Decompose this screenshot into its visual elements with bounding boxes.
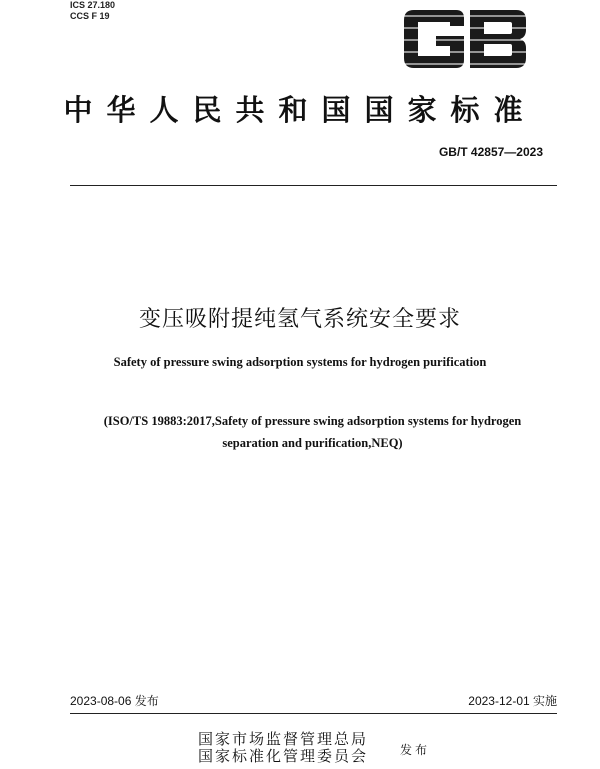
- chinese-title: 变压吸附提纯氢气系统安全要求: [138, 307, 461, 332]
- issuer-sac: 国家标准化管理委员会: [198, 747, 369, 765]
- ics-code: ICS 27.180: [70, 0, 116, 10]
- footer-divider: [70, 713, 557, 714]
- ccs-code: CCS F 19: [70, 11, 110, 21]
- gb-logo: [398, 6, 532, 72]
- national-standard-heading: 中华人民共和国国家标准: [63, 93, 537, 127]
- reference-line-2: separation and purification,NEQ): [222, 436, 403, 450]
- implementation-date: 2023-12-01 实施: [468, 694, 557, 708]
- standard-number: GB/T 42857—2023: [438, 145, 543, 159]
- issuer-samr: 国家市场监督管理总局: [198, 730, 369, 748]
- english-title: Safety of pressure swing adsorption systems for hydrogen purification: [113, 355, 487, 369]
- reference-standard: [40, 410, 585, 454]
- issue-date: 2023-08-06 发布: [70, 694, 159, 708]
- header-divider: [70, 185, 557, 186]
- classification-codes: [70, 0, 115, 22]
- reference-line-1: (ISO/TS 19883:2017,Safety of pressure swing adsorption systems for hydrogen: [103, 414, 522, 428]
- publish-label: 发布: [400, 743, 431, 757]
- issuing-authorities: [198, 731, 368, 765]
